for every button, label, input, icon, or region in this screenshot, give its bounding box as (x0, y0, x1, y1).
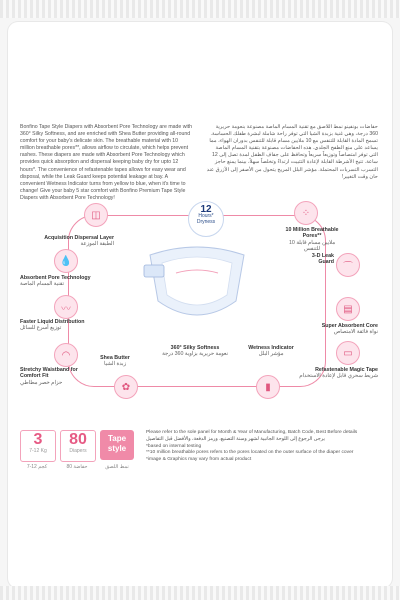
size-number: 3 (33, 431, 43, 448)
intro-arabic: حفاضات بونفينو نمط اللاصق مع تقنية المسام الماصة مصنوعة بنعومة حريرية 360 درجة، وهي غنية بزبدة الشيا التي توفر راحة شاملة لبشرة طفلك الحساسة. تسمح المادة القابلة للتنفس مع 10 ملايين مسام قابلة للتنفس بدوران الهواء، مما يساعد على منع الطفح الجلدي. هذه الحفاضات مصنوعة بتقنية المسام الماصة التي توفر امتصاصاً وتوزيعاً سريعاً وتحافظ على جفاف الطفل لمدة تصل إلى 12 ساعة. تتيح الأشرطة القابلة لإعادة التثبيت ارتداءً وتخلصاً سهلاً، بينما يمنع حاجز التسرب التسربات المحتملة. مؤشر البلل المريح يتحول من الأصفر إلى الأزرق عند حان وقت التغيير! (206, 124, 378, 180)
feature-shea-butter: Shea Butter زبدة الشيا (100, 355, 130, 368)
guard-icon: ⌒ (336, 253, 360, 277)
count-chip (60, 430, 96, 462)
layer-icon: ◫ (84, 203, 108, 227)
feature-wetness-indicator: Wetness Indicator مؤشر البلل (248, 345, 294, 358)
shea-icon: ✿ (114, 375, 138, 399)
size-range-ar: 7-12 كجم (26, 464, 48, 470)
style-chip (100, 430, 134, 460)
pores-icon: ⁘ (294, 201, 318, 225)
size-range: 7-12 Kg (29, 448, 47, 454)
style-label: Tape style (107, 434, 127, 453)
dryness-label: Hours* Dryness (196, 213, 216, 225)
size-chip (20, 430, 56, 462)
pack-crimp-bottom (0, 586, 400, 600)
dryness-badge (188, 201, 224, 237)
note-testing: *based on internal testing (146, 443, 202, 449)
note-image: *image & Graphics may vary from actual product (146, 457, 252, 463)
count-ar: حفاضة 80 (66, 464, 88, 470)
indicator-icon: ▮ (256, 375, 280, 399)
intro-english: Bonfino Tape Style Diapers with Absorbent Pore Technology are made with 360° Silky Softness, and are enriched with Shea Butter providing all-round comfort for your baby's delicate skin. The breathable material with 10 million breathable pores**, allows airflow to circulate, which helps prevent rashes. These diapers are made with Absorbent Pore Technology which provides quick absorption and dispersal keeping baby dry for upto 12 hours*. The convenience of refastenable tapes allows for easy wear and disposal, while the Leak Guard keeps potential leakage at bay. A convenient Wetness Indicator turns from yellow to blue, when it's time to change! Give your baby 5 star comfort with Bonfino Premium Tape Style Diapers with Absorbent Pore Technology! (20, 124, 192, 201)
count-label: Diapers (69, 448, 87, 454)
liquid-icon: 〰 (54, 295, 78, 319)
waistband-icon: ◠ (54, 343, 78, 367)
feature-leak-guard: 3-D Leak Guard (311, 253, 334, 266)
feature-liquid-distribution: Faster Liquid Distribution توزيع أسرع للسائل (20, 319, 85, 332)
tape-icon: ▭ (336, 341, 360, 365)
feature-absorbent-core: Super Absorbent Core نواة فائقة الامتصاص (321, 323, 378, 336)
feature-diagram (20, 195, 380, 405)
feature-magic-tape: Refastenable Magic Tape شريط سحري قابل لإعادة الاستخدام (299, 367, 378, 380)
note-manufacturing-ar: يرجى الرجوع إلى اللوحة الجانبية لشهر وسنة التصنيع، ورمز الدفعة، والأفضل قبل التفاصيل (146, 436, 325, 442)
product-info (20, 424, 380, 534)
dryness-hours: 12 (200, 204, 212, 215)
feature-breathable-pores: 10 Million Breathable Pores** 10 ملايين مسام قابلة للتنفس (285, 227, 339, 253)
style-ar: نمط اللصق (105, 464, 129, 470)
note-manufacturing: Please refer to the sole panel for Month & Year of Manufacturing, Batch Code, Best Before details (146, 430, 358, 435)
count-number: 80 (69, 431, 87, 448)
feature-absorbent-pore: Absorbent Pore Technology تقنية المسام الماصة (20, 275, 91, 288)
note-pores: **10 million breathable pores refers to the pores located on the outer surface of the diaper cover (146, 450, 354, 456)
feature-silky-softness: 360° Silky Softness نعومة حريرية بزاوية 360 درجة (162, 345, 228, 358)
feature-waistband: Stretchy Waistband for Comfort Fit حزام خصر مطاطي (20, 367, 78, 386)
pack-crimp-top (0, 0, 400, 18)
diaper-illustration (132, 237, 262, 337)
feature-acquisition: Acquisition Dispersal Layer الطبقة الموزعة (44, 235, 114, 248)
legal-notes (146, 430, 382, 464)
core-icon: ▤ (336, 297, 360, 321)
drop-icon: 💧 (54, 249, 78, 273)
